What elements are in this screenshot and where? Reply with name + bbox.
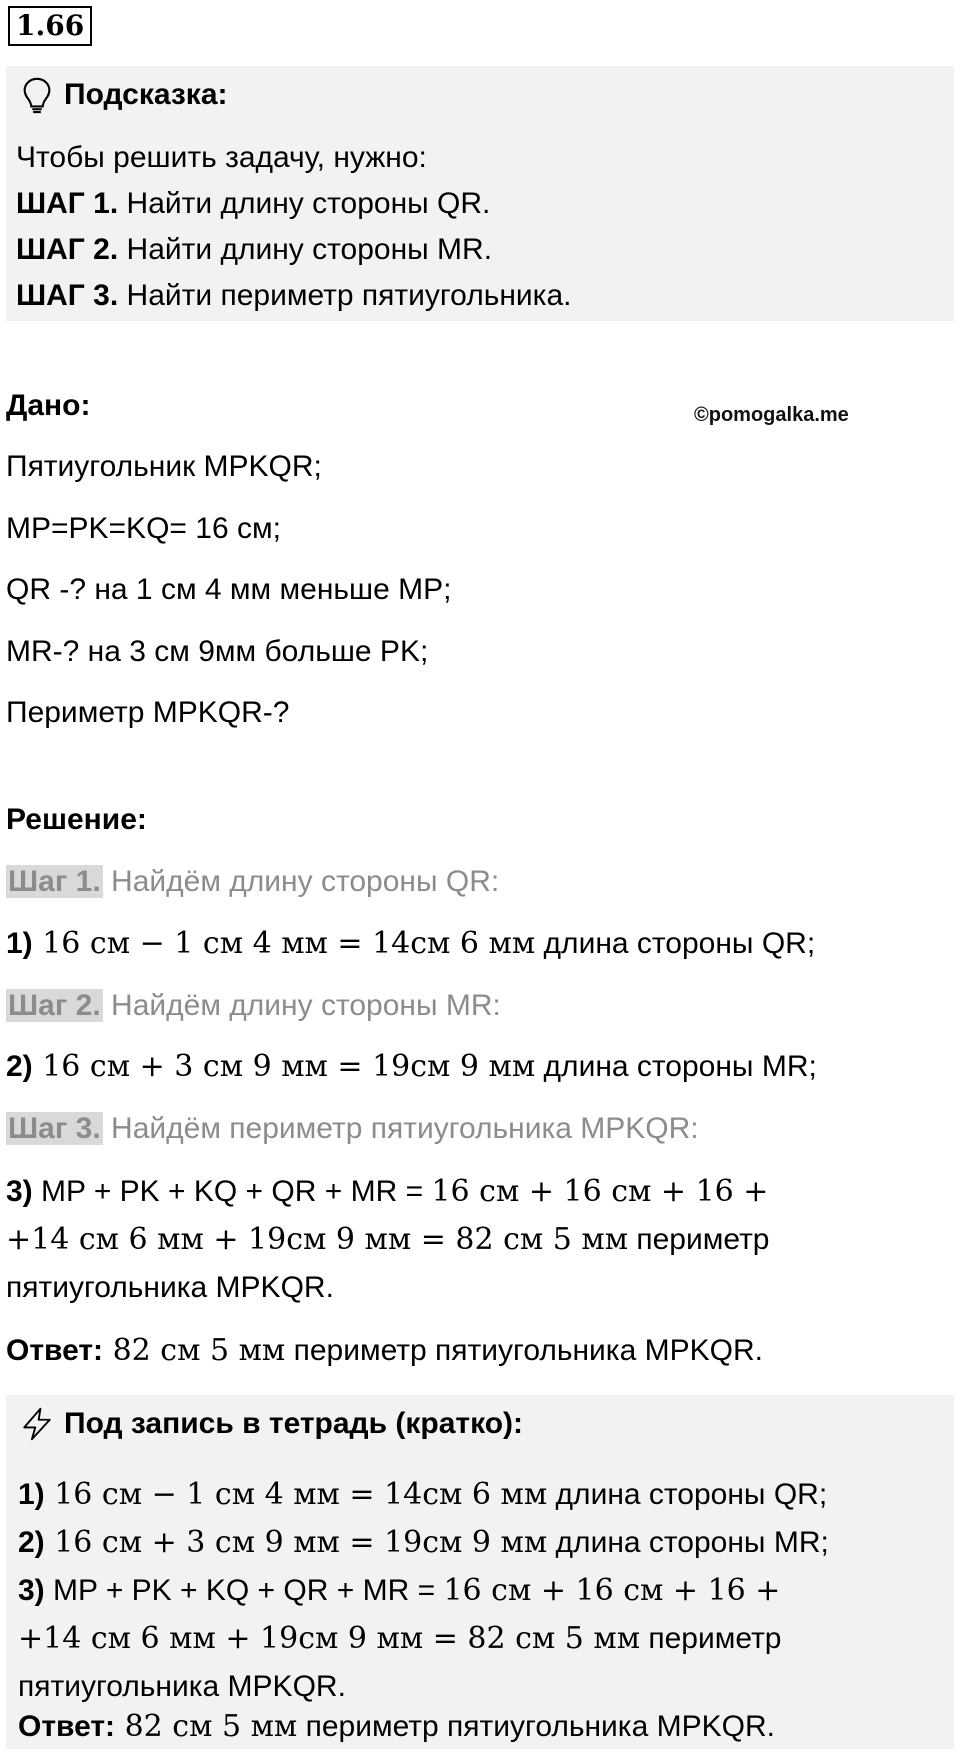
solution-line-3-num: 3) [6, 1175, 33, 1208]
lightning-icon [20, 1405, 54, 1443]
short-title: Под запись в тетрадь (кратко): [64, 1407, 524, 1440]
solution-line-2-math: 16 см + 3 см 9 мм = 19см 9 мм [32, 1049, 536, 1084]
short-line-3-num: 3) [18, 1574, 45, 1607]
hint-intro: Чтобы решить задачу, нужно: [16, 141, 427, 174]
short-line-1-math: 16 см − 1 см 4 мм = 14см 6 мм [44, 1477, 548, 1512]
short-line-1 [18, 1477, 827, 1513]
short-line-3a-text: MP + PK + KQ + QR + MR = [44, 1574, 444, 1607]
solution-line-3b-math: +14 см 6 мм + 19см 9 мм = 82 см 5 мм [6, 1222, 629, 1257]
short-line-3c: пятиугольника MPKQR. [18, 1670, 346, 1703]
solution-line-2-text: длина стороны MR; [535, 1050, 817, 1083]
short-record-box [6, 1395, 954, 1749]
hint-step-2-text: Найти длину стороны MR. [118, 233, 493, 266]
short-line-3b-text: периметр [640, 1622, 782, 1655]
short-answer-text: периметр пятиугольника MPKQR. [297, 1710, 775, 1743]
short-answer-math: 82 см 5 мм [115, 1709, 298, 1744]
given-title: Дано: [6, 389, 91, 422]
solution-line-3b-text: периметр [628, 1223, 770, 1256]
solution-step-2 [6, 988, 501, 1024]
given-line-2: MP=PK=KQ= 16 см; [6, 512, 281, 545]
solution-title: Решение: [6, 803, 147, 836]
hint-step-1-label: ШАГ 1. [16, 187, 119, 220]
solution-line-1 [6, 926, 815, 962]
hint-step-3-text: Найти периметр пятиугольника. [118, 279, 572, 312]
solution-step-1-text: Найдём длину стороны QR: [102, 865, 500, 898]
hint-title-row [20, 76, 228, 114]
solution-answer-math: 82 см 5 мм [103, 1333, 286, 1368]
problem-number: 1.66 [8, 6, 92, 46]
solution-step-2-text: Найдём длину стороны MR: [102, 989, 501, 1022]
short-line-2 [18, 1525, 829, 1561]
solution-line-3a [6, 1174, 768, 1210]
short-answer-label: Ответ: [18, 1710, 116, 1743]
hint-step-2 [16, 232, 492, 268]
short-title-row [20, 1405, 523, 1443]
short-line-3b [18, 1621, 782, 1657]
solution-line-3c: пятиугольника MPKQR. [6, 1271, 334, 1304]
solution-line-3b [6, 1222, 770, 1258]
hint-step-1 [16, 186, 490, 222]
hint-box [6, 66, 954, 321]
hint-step-3 [16, 278, 571, 314]
solution-line-2 [6, 1049, 817, 1085]
short-line-2-math: 16 см + 3 см 9 мм = 19см 9 мм [44, 1525, 548, 1560]
short-answer [18, 1709, 775, 1745]
given-line-1: Пятиугольник MPKQR; [6, 450, 322, 483]
short-line-3a-math: 16 см + 16 см + 16 + [443, 1573, 781, 1608]
lightbulb-icon [20, 76, 54, 114]
solution-step-2-label: Шаг 2. [8, 989, 101, 1022]
solution-step-3-text: Найдём периметр пятиугольника MPKQR: [102, 1112, 699, 1145]
hint-title: Подсказка: [64, 78, 228, 111]
solution-step-1 [6, 864, 499, 900]
solution-step-3 [6, 1111, 699, 1147]
solution-line-1-text: длина стороны QR; [535, 927, 816, 960]
short-line-1-text: длина стороны QR; [547, 1478, 828, 1511]
solution-line-1-math: 16 см − 1 см 4 мм = 14см 6 мм [32, 926, 536, 961]
given-line-5: Периметр MPKQR-? [6, 696, 290, 729]
hint-step-3-label: ШАГ 3. [16, 279, 119, 312]
solution-step-3-label: Шаг 3. [8, 1112, 101, 1145]
solution-answer [6, 1333, 763, 1369]
solution-line-3a-text: MP + PK + KQ + QR + MR = [32, 1175, 432, 1208]
hint-step-1-text: Найти длину стороны QR. [118, 187, 491, 220]
short-line-1-num: 1) [18, 1478, 45, 1511]
solution-answer-label: Ответ: [6, 1334, 104, 1367]
solution-line-2-num: 2) [6, 1050, 33, 1083]
short-line-2-num: 2) [18, 1526, 45, 1559]
hint-step-2-label: ШАГ 2. [16, 233, 119, 266]
short-line-3b-math: +14 см 6 мм + 19см 9 мм = 82 см 5 мм [18, 1621, 641, 1656]
solution-answer-text: периметр пятиугольника MPKQR. [285, 1334, 763, 1367]
given-line-4: MR-? на 3 см 9мм больше PK; [6, 635, 429, 668]
short-line-2-text: длина стороны MR; [547, 1526, 829, 1559]
solution-step-1-label: Шаг 1. [8, 865, 101, 898]
given-line-3: QR -? на 1 см 4 мм меньше MP; [6, 573, 452, 606]
solution-line-3a-math: 16 см + 16 см + 16 + [431, 1174, 769, 1209]
short-line-3a [18, 1573, 780, 1609]
solution-line-1-num: 1) [6, 927, 33, 960]
watermark: ©pomogalka.me [694, 404, 849, 426]
